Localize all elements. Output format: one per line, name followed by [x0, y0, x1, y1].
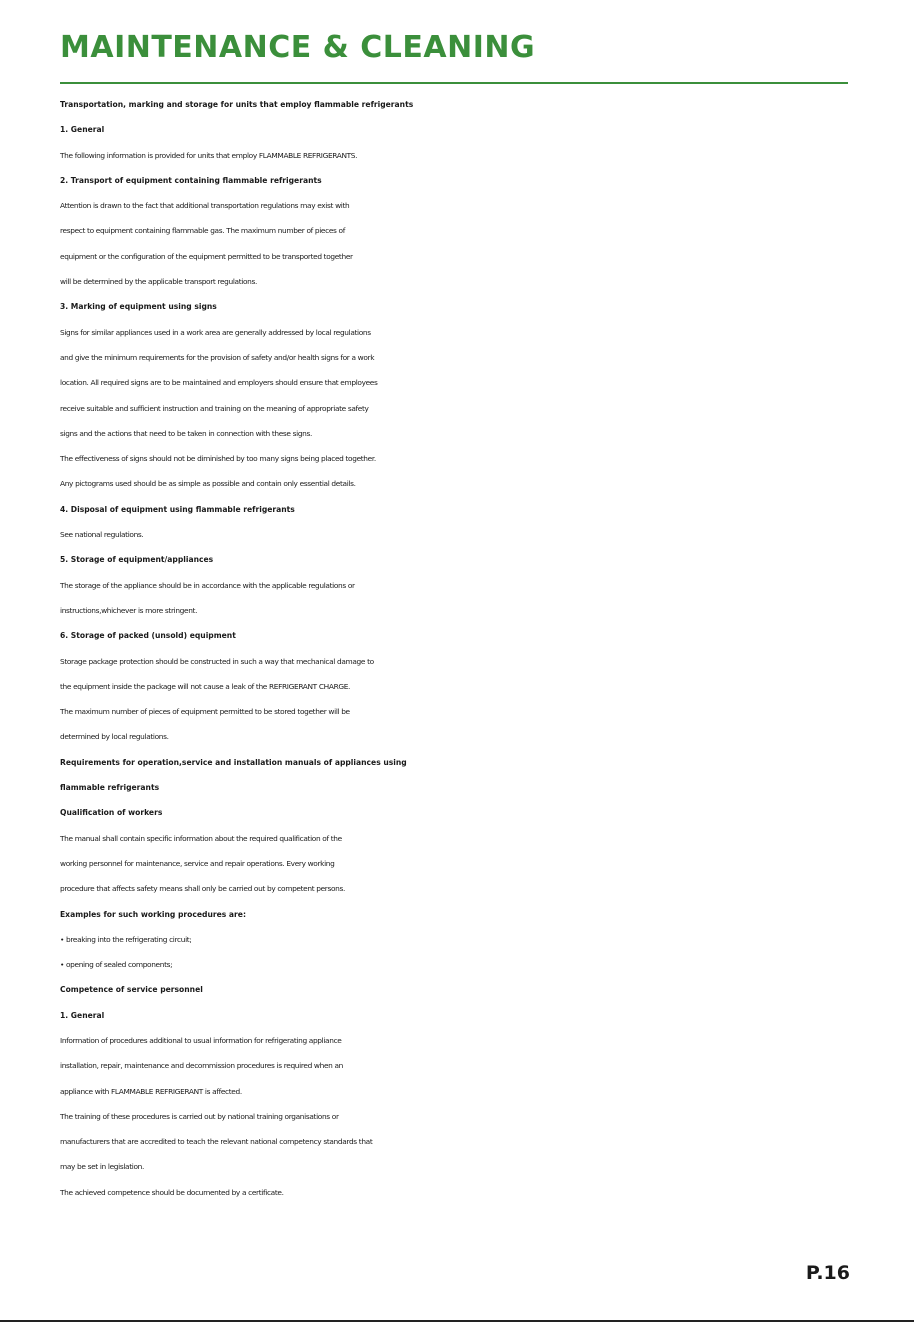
body-text-line: installation, repair, maintenance and decommission procedures is required when an — [60, 1061, 343, 1071]
body-text-line: • opening of sealed components; — [60, 960, 173, 970]
section-heading: Examples for such working procedures are: — [60, 909, 246, 919]
section-heading: 6. Storage of packed (unsold) equipment — [60, 631, 236, 641]
section-heading: Qualification of workers — [60, 808, 163, 818]
body-text-line: The training of these procedures is carried out by national training organisations or — [60, 1111, 339, 1121]
document-body — [60, 92, 860, 1205]
body-text-line: determined by local regulations. — [60, 732, 169, 742]
section-heading: Competence of service personnel — [60, 985, 203, 995]
section-heading: 1. General — [60, 125, 105, 135]
body-text-line: will be determined by the applicable transport regulations. — [60, 277, 257, 287]
body-text-line: Information of procedures additional to usual information for refrigerating appliance — [60, 1035, 342, 1045]
body-text-line: The manual shall contain specific information about the required qualification of the — [60, 833, 342, 843]
body-text-line: Any pictograms used should be as simple as possible and contain only essential details. — [60, 479, 356, 489]
page-title: MAINTENANCE & CLEANING — [60, 30, 536, 65]
section-heading: flammable refrigerants — [60, 783, 160, 793]
body-text-line: working personnel for maintenance, service and repair operations. Every working — [60, 858, 335, 868]
body-text-line: respect to equipment containing flammable gas. The maximum number of pieces of — [60, 226, 345, 236]
bottom-divider — [0, 1320, 914, 1322]
section-heading: 3. Marking of equipment using signs — [60, 302, 217, 312]
body-text-line: equipment or the configuration of the equipment permitted to be transported together — [60, 251, 353, 261]
title-divider — [60, 82, 848, 84]
body-text-line: the equipment inside the package will not cause a leak of the REFRIGERANT CHARGE. — [60, 681, 351, 691]
body-text-line: may be set in legislation. — [60, 1162, 144, 1172]
section-heading: 4. Disposal of equipment using flammable refrigerants — [60, 504, 295, 514]
section-heading: 5. Storage of equipment/appliances — [60, 555, 214, 565]
body-text-line: The effectiveness of signs should not be diminished by too many signs being placed together. — [60, 454, 376, 464]
body-text-line: • breaking into the refrigerating circuit; — [60, 934, 192, 944]
body-text-line: Storage package protection should be constructed in such a way that mechanical damage to — [60, 656, 374, 666]
body-text-line: The maximum number of pieces of equipment permitted to be stored together will be — [60, 707, 350, 717]
section-heading: 1. General — [60, 1010, 105, 1020]
body-text-line: signs and the actions that need to be taken in connection with these signs. — [60, 428, 313, 438]
body-text-line: instructions,whichever is more stringent. — [60, 605, 198, 615]
page-number: P.16 — [805, 1262, 850, 1284]
body-text-line: Attention is drawn to the fact that additional transportation regulations may exist with — [60, 201, 350, 211]
body-text-line: appliance with FLAMMABLE REFRIGERANT is affected. — [60, 1086, 242, 1096]
body-text-line: and give the minimum requirements for the provision of safety and/or health signs for a work — [60, 352, 375, 362]
body-text-line: location. All required signs are to be maintained and employers should ensure that employees — [60, 378, 378, 388]
body-text-line: manufacturers that are accredited to teach the relevant national competency standards that — [60, 1137, 373, 1147]
body-text-line: receive suitable and sufficient instruction and training on the meaning of appropriate safety — [60, 403, 369, 413]
section-heading: Requirements for operation,service and installation manuals of appliances using — [60, 757, 407, 767]
body-text-line: See national regulations. — [60, 530, 144, 540]
body-text-line: Signs for similar appliances used in a work area are generally addressed by local regulations — [60, 327, 371, 337]
section-heading: 2. Transport of equipment containing flammable refrigerants — [60, 175, 322, 185]
body-text-line: The storage of the appliance should be in accordance with the applicable regulations or — [60, 580, 355, 590]
body-text-line: The following information is provided for units that employ FLAMMABLE REFRIGERANTS. — [60, 150, 358, 160]
section-heading: Transportation, marking and storage for units that employ flammable refrigerants — [60, 100, 414, 109]
body-text-line: procedure that affects safety means shall only be carried out by competent persons. — [60, 884, 345, 894]
body-text-line: The achieved competence should be documented by a certificate. — [60, 1187, 284, 1197]
